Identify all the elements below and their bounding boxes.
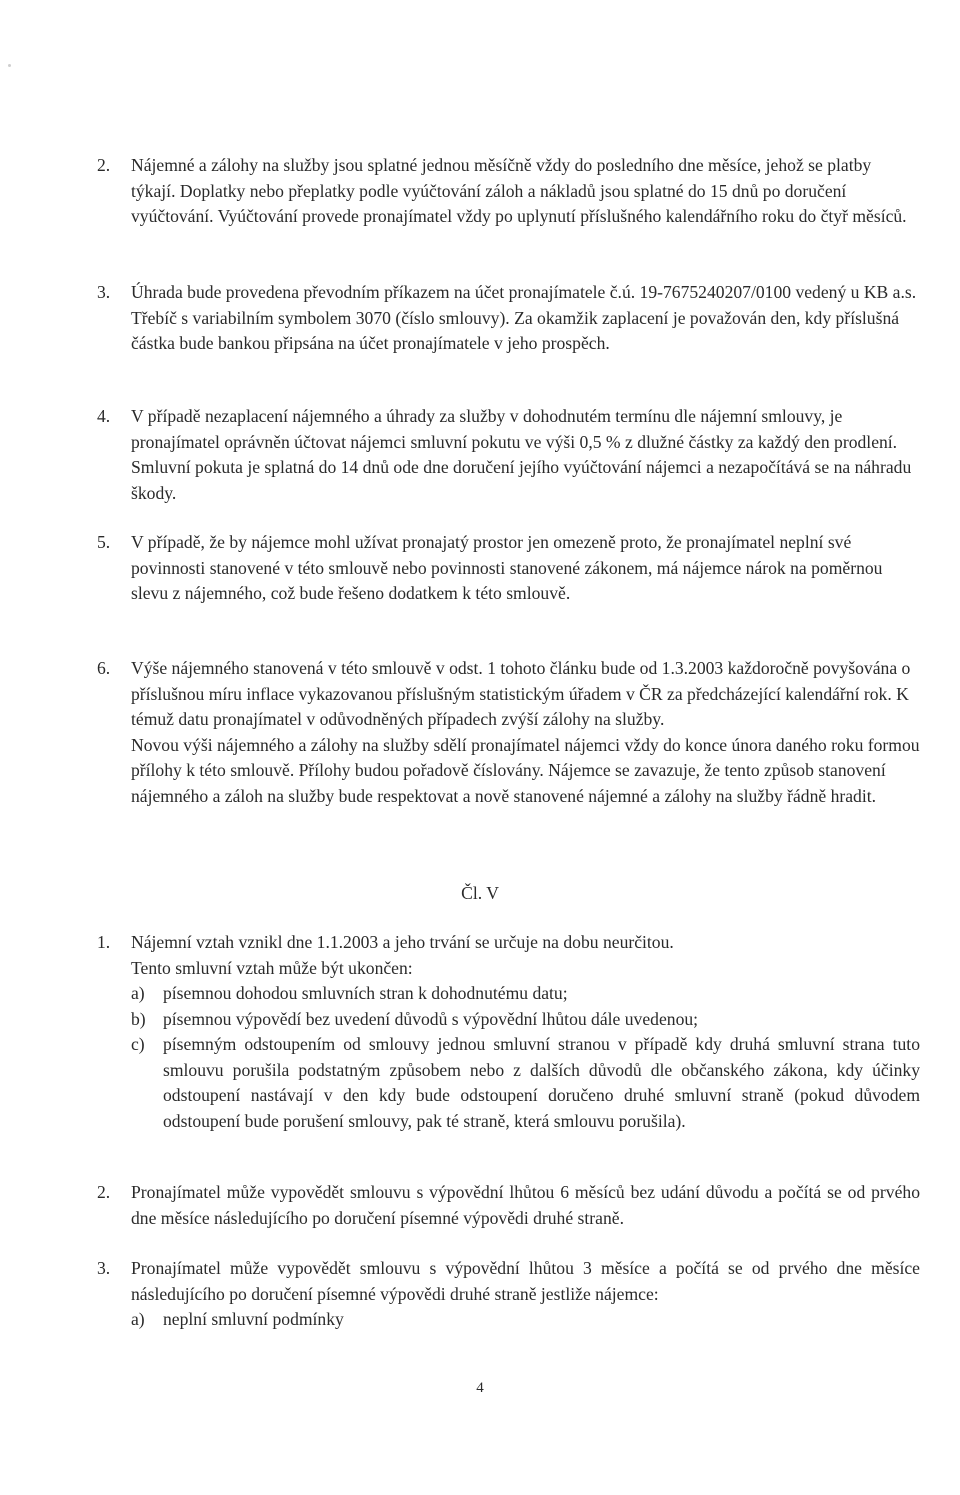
sub-item-label: a) — [131, 1309, 145, 1329]
article5-clause-1 — [97, 930, 920, 1134]
clause-2 — [97, 153, 920, 230]
clause-text: Úhrada bude provedena převodním příkazem na účet pronajímatele č.ú. 19-7675240207/0100 vedený u KB a.s. Třebíč s variabilním symbolem 3070 (číslo smlouvy). Za okamžik zaplacení je považován den, kdy příslušná částka bude bankou připsána na účet pronajímatele v jeho prospěch. — [131, 282, 917, 353]
sub-item-b — [131, 1007, 920, 1033]
clause-text-2: Tento smluvní vztah může být ukončen: — [131, 957, 413, 978]
clause-text: V případě nezaplacení nájemného a úhrady za služby v dohodnutém termínu dle nájemní smlouvy, je pronajímatel oprávněn účtovat nájemci smluvní pokutu ve výši 0,5 % z dlužné částky za každý den prodlení. Smluvní pokuta je splatná do 14 dnů ode dne doručení jejího vyúčtování nájemci a nezapočítává se na náhradu škody. — [131, 406, 912, 503]
sub-item-label: b) — [131, 1008, 146, 1029]
page-number: 4 — [476, 1380, 484, 1396]
clause-number: 1. — [97, 932, 111, 952]
scan-speck — [8, 64, 11, 67]
sub-item-label: a) — [131, 983, 145, 1003]
clause-number: 6. — [97, 658, 111, 678]
clause-4 — [97, 404, 920, 506]
clause-5 — [97, 530, 920, 607]
article-heading: Čl. V — [461, 883, 499, 903]
clause-text: Nájemné a zálohy na služby jsou splatné jednou měsíčně vždy do posledního dne měsíce, jehož se platby týkají. Doplatky nebo přeplatky podle vyúčtování záloh a nákladů jsou splatné do 15 dnů po doručení vyúčtování. Vyúčtování provede pronajímatel vždy po uplynutí příslušného kalendářního roku do čtyř měsíců. — [131, 155, 907, 226]
clause-text-2: Novou výši nájemného a zálohy na služby sdělí pronajímatel nájemci vždy do konce února daného roku formou přílohy k této smlouvě. Přílohy budou pořadově číslovány. Nájemce se zavazuje, že tento způsob stanovení nájemného a záloh na služby bude respektovat a nově stanovené nájemné a zálohy na služby řádně hradit. — [131, 734, 920, 806]
article5-clause-3 — [97, 1256, 920, 1333]
sub-item-text: neplní smluvní podmínky — [163, 1309, 344, 1329]
sub-item-text: písemným odstoupením od smlouvy jednou smluvní stranou v případě kdy druhá smluvní strana tuto smlouvu porušila podstatným způsobem nebo z dalších důvodů dle občanského zákona, kdy účinky odstoupení nastávají v den kdy bude odstoupení doručeno druhé smluvní straně (pokud důvodem odstoupení bude porušení smlouvy, pak té straně, která smlouvu porušila). — [163, 1034, 920, 1131]
clause-number: 5. — [97, 532, 111, 552]
clause-number: 2. — [97, 1182, 111, 1202]
clause-text: Pronajímatel může vypovědět smlouvu s výpovědní lhůtou 6 měsíců bez udání důvodu a počítá se od prvého dne měsíce následujícího po doručení písemné výpovědi druhé straně. — [131, 1182, 920, 1228]
clause-number: 2. — [97, 155, 111, 175]
clause-text: Výše nájemného stanovená v této smlouvě v odst. 1 tohoto článku bude od 1.3.2003 každoročně povyšována o příslušnou míru inflace vykazovanou příslušným statistickým úřadem v ČR za předcházející kalendářní rok. K témuž datu pronajímatel v odůvodněných případech zvýší zálohy na služby. — [131, 658, 911, 729]
clause-number: 4. — [97, 406, 111, 426]
article5-clause-2 — [97, 1180, 920, 1231]
sub-item-label: c) — [131, 1034, 145, 1054]
clause-text: V případě, že by nájemce mohl užívat pronajatý prostor jen omezeně proto, že pronajímatel neplní své povinnosti stanovené v této smlouvě nebo povinnosti stanovené zákonem, má nájemce nárok na poměrnou slevu z nájemného, což bude řešeno dodatkem k této smlouvě. — [131, 532, 883, 603]
clause-text: Nájemní vztah vznikl dne 1.1.2003 a jeho trvání se určuje na dobu neurčitou. — [131, 932, 674, 952]
clause-number: 3. — [97, 282, 111, 302]
clause-text: Pronajímatel může vypovědět smlouvu s výpovědní lhůtou 3 měsíce a počítá se od prvého dne měsíce následujícího po doručení písemné výpovědi druhé straně jestliže nájemce: — [131, 1258, 920, 1304]
sub-item-a — [131, 981, 920, 1007]
clause-6 — [97, 656, 920, 809]
sub-item-c — [131, 1032, 920, 1134]
sub-item-a — [131, 1307, 920, 1333]
clause-3 — [97, 280, 920, 357]
sub-item-text: písemnou dohodou smluvních stran k dohodnutému datu; — [163, 983, 568, 1003]
sub-item-text: písemnou výpovědí bez uvedení důvodů s výpovědní lhůtou dále uvedenou; — [163, 1008, 699, 1029]
clause-number: 3. — [97, 1258, 111, 1278]
